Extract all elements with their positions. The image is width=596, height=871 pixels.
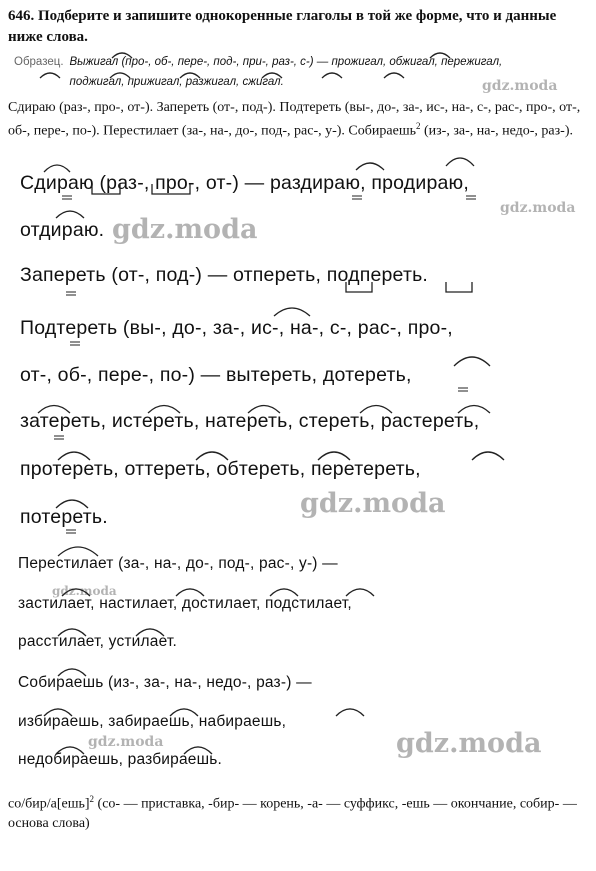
watermark: gdz.moda [52, 584, 117, 598]
answer-line-13: избираешь, забираешь, набираешь, [18, 713, 287, 730]
given-words [8, 98, 592, 141]
answer-line-3: Запереть (от-, под-) — отпереть, подпереть. [20, 264, 429, 286]
answer-line-7: протереть, оттереть, обтереть, перетереть, [20, 458, 421, 480]
answer-line-14: недобираешь, разбираешь. [18, 751, 223, 768]
answer-line-1: Сдираю (раз-, про-, от-) — раздираю, продираю, [20, 172, 469, 194]
answer-line-8: потереть. [20, 506, 108, 528]
footnote-mark: 2 [89, 794, 95, 804]
watermark: gdz.moda [88, 734, 164, 750]
watermark: gdz.moda [396, 728, 542, 759]
sample-line [14, 52, 530, 92]
answer-line-4: Подтереть (вы-, до-, за-, ис-, на-, с-, рас-, про-, [20, 317, 453, 339]
sample-label: Образец. [14, 56, 64, 68]
answer-line-2: отдираю. [20, 219, 105, 241]
watermark: gdz.moda [500, 200, 576, 216]
footnote-parse [8, 790, 588, 833]
given-text: Сдираю (раз-, про-, от-). Запереть (от-, под-). Подтереть (вы-, до-, за-, ис-, на-, с-, рас-, про-, от-, об-, пере-, по-). Перестилает (за-, на-, до-, под-, рас-, у-). Собираешь [8, 100, 581, 139]
sample-text: Выжигал (про-, об-, пере-, под-, при-, раз-, с-) — прожигал, обжигал, пережигал, поджигал, прижигал, разжигал, сжигал. [69, 56, 503, 88]
answer-line-9: Перестилает (за-, на-, до-, под-, рас-, у-) — [18, 555, 338, 572]
parse-explanation: (со- — приставка, -бир- — корень, -а- — суффикс, -ешь — окончание, собир- — основа слова) [8, 796, 577, 831]
given-footnote-mark: 2 [415, 121, 421, 131]
answer-line-5: от-, об-, пере-, по-) — вытереть, дотереть, [20, 364, 412, 386]
watermark: gdz.moda [112, 214, 258, 245]
answer-line-6: затереть, истереть, натереть, стереть, растереть, [20, 410, 480, 432]
answer-line-11: расстилает, устилает. [18, 633, 178, 650]
parse-word: со/бир/а[ешь] [8, 796, 90, 812]
answer-line-12: Собираешь (из-, за-, на-, недо-, раз-) — [18, 674, 312, 691]
task-title: 646. Подберите и запишите однокоренные глаголы в той же форме, что и данные ниже слова. [8, 8, 557, 45]
given-tail: (из-, за-, на-, недо-, раз-). [420, 123, 573, 139]
answer-line-10: застилает, настилает, достилает, подстилает, [18, 595, 352, 612]
watermark: gdz.moda [300, 488, 446, 519]
watermark: gdz.moda [482, 78, 558, 94]
